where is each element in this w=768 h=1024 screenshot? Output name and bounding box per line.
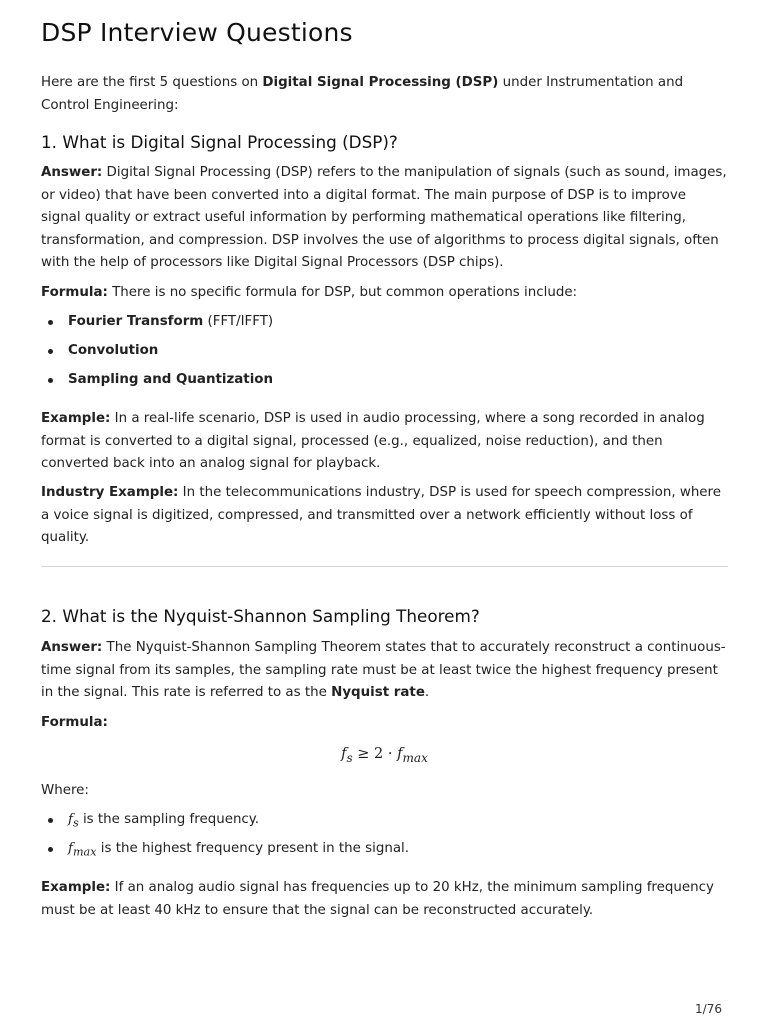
q1-heading: 1. What is Digital Signal Processing (DSP)? [41, 132, 398, 152]
list-item [41, 809, 409, 838]
list-item-text: (FFT/IFFT) [203, 314, 274, 329]
q2-heading: 2. What is the Nyquist-Shannon Sampling Theorem? [41, 606, 480, 626]
variable-symbol: f [68, 812, 73, 827]
list-item [41, 838, 409, 867]
q2-where-label: Where: [41, 783, 89, 798]
list-item [41, 311, 273, 340]
list-item [41, 340, 273, 369]
q1-formula-label: Formula: [41, 285, 108, 300]
variable-subscript: max [72, 845, 97, 859]
q2-answer-text: The Nyquist-Shannon Sampling Theorem states that to accurately reconstruct a continuous-time signal from its samples, the sampling rate must be at least twice the highest frequency present in the signal. This rate is referred to as the [41, 640, 726, 701]
q1-example-text: In a real-life scenario, DSP is used in audio processing, where a song recorded in analog format is converted to a digital signal, processed (e.g., equalized, noise reduction), and then converted back into an analog signal for playback. [41, 411, 705, 472]
q1-industry-label: Industry Example: [41, 485, 179, 500]
formula-rhs: f [397, 746, 403, 762]
intro-text-end: under Instrumentation and Control Engineering: [41, 75, 684, 113]
q1-answer-label: Answer: [41, 165, 103, 180]
formula-lhs-sub: s [346, 750, 353, 765]
formula-rhs-sub: max [402, 750, 428, 765]
list-item-bold: Fourier Transform [68, 314, 204, 329]
nyquist-formula [41, 746, 728, 765]
q1-formula [41, 282, 728, 305]
variable-subscript: s [72, 816, 79, 830]
q2-formula-label: Formula: [41, 715, 108, 730]
q1-answer-text: Digital Signal Processing (DSP) refers to the manipulation of signals (such as sound, images, or video) that have been converted into a digital format. The main purpose of DSP is to improve signal quality or extract useful information by performing mathematical operations like filtering, transformation, and compression. DSP involves the use of algorithms to process digital signals, often with the help of processors like Digital Signal Processors (DSP chips). [41, 165, 727, 271]
q2-example-text: If an analog audio signal has frequencies up to 20 kHz, the minimum sampling frequency must be at least 40 kHz to ensure that the signal can be reconstructed accurately. [41, 880, 714, 918]
q2-answer-label: Answer: [41, 640, 103, 655]
q2-answer [41, 637, 728, 705]
variable-symbol: f [68, 841, 73, 856]
formula-operator: ≥ 2 · [352, 746, 398, 762]
page-number: 1/76 [695, 1002, 722, 1016]
q1-industry-example [41, 482, 728, 550]
q1-operations-list [41, 311, 273, 398]
q2-example-label: Example: [41, 880, 111, 895]
q2-answer-bold: Nyquist rate [331, 685, 425, 701]
intro-bold: Digital Signal Processing (DSP) [262, 75, 499, 90]
q1-example [41, 408, 728, 476]
formula-lhs: f [341, 746, 347, 762]
list-item-bold: Sampling and Quantization [68, 372, 274, 387]
q1-formula-text: There is no specific formula for DSP, but common operations include: [107, 285, 578, 300]
q1-example-label: Example: [41, 411, 111, 426]
list-item [41, 369, 273, 398]
page-title: DSP Interview Questions [41, 18, 353, 47]
q1-industry-text: In the telecommunications industry, DSP is used for speech compression, where a voice signal is digitized, compressed, and transmitted over a network efficiently without loss of quality. [41, 485, 721, 546]
intro-paragraph [41, 72, 728, 117]
list-item-bold: Convolution [68, 343, 159, 358]
intro-text: Here are the first 5 questions on [41, 75, 263, 90]
q2-answer-end: . [424, 685, 430, 701]
q2-example [41, 877, 728, 922]
variable-description: is the highest frequency present in the signal. [96, 841, 409, 856]
q1-answer [41, 162, 728, 275]
section-divider [41, 566, 728, 567]
variable-description: is the sampling frequency. [78, 812, 260, 827]
q2-variables-list [41, 809, 409, 867]
